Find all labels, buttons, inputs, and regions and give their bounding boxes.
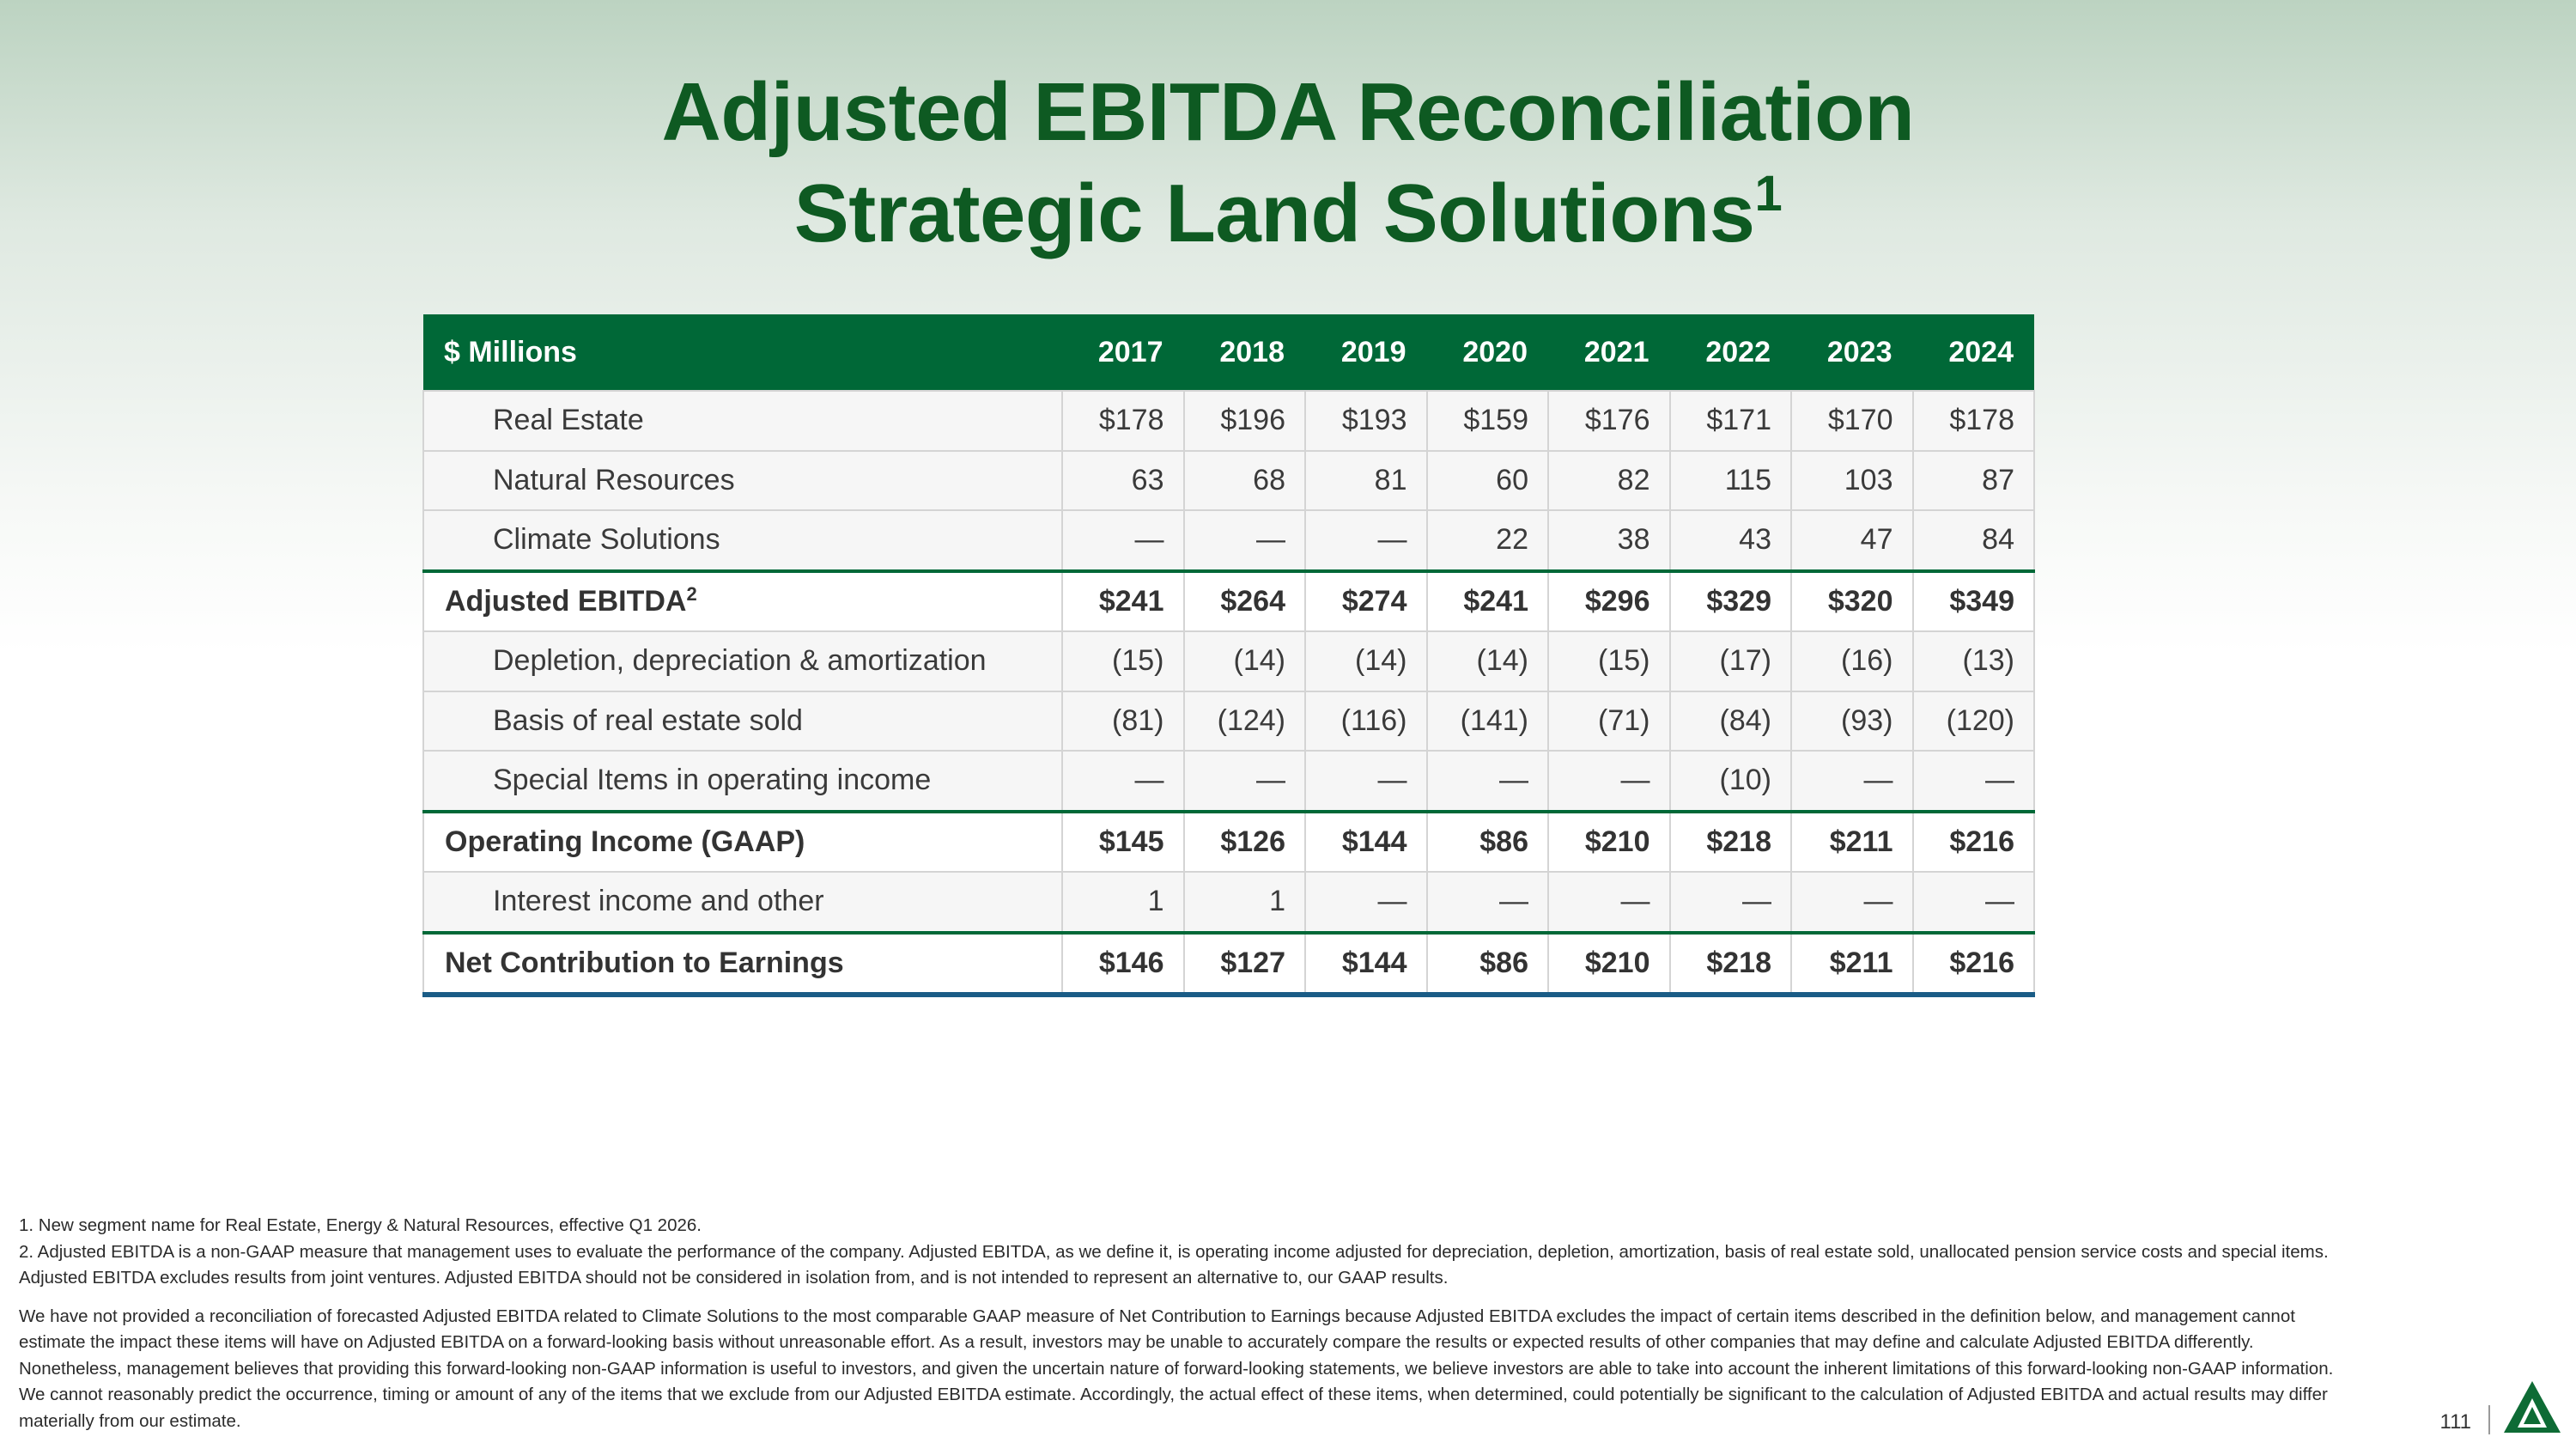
- header-year: 2017: [1062, 314, 1184, 391]
- table-cell: 68: [1184, 451, 1306, 511]
- table-cell: 1: [1062, 872, 1184, 933]
- reconciliation-table: [422, 314, 2035, 997]
- table-cell: —: [1427, 751, 1549, 812]
- table-cell: $329: [1670, 571, 1792, 632]
- header-year: 2020: [1427, 314, 1549, 391]
- row-label: Basis of real estate sold: [423, 691, 1062, 752]
- table-cell: 115: [1670, 451, 1792, 511]
- table-row-total: [423, 812, 2034, 873]
- table-cell: 103: [1791, 451, 1913, 511]
- table-cell: —: [1791, 751, 1913, 812]
- table-row: [423, 872, 2034, 933]
- table-cell: $218: [1670, 812, 1792, 873]
- title-line-2: [0, 163, 2576, 265]
- table-cell: $211: [1791, 933, 1913, 995]
- table-cell: $211: [1791, 812, 1913, 873]
- row-label: Depletion, depreciation & amortization: [423, 631, 1062, 691]
- table-cell: (15): [1062, 631, 1184, 691]
- table-cell: 1: [1184, 872, 1306, 933]
- table-cell: —: [1184, 510, 1306, 571]
- table-cell: —: [1305, 510, 1427, 571]
- row-label: Natural Resources: [423, 451, 1062, 511]
- table-cell: —: [1062, 751, 1184, 812]
- table-cell: $171: [1670, 391, 1792, 451]
- header-year: 2019: [1305, 314, 1427, 391]
- title-line-1: Adjusted EBITDA Reconciliation: [661, 66, 1915, 158]
- header-label: $ Millions: [423, 314, 1062, 391]
- header-year: 2023: [1791, 314, 1913, 391]
- table-row: [423, 510, 2034, 571]
- page-number: 111: [2439, 1410, 2471, 1434]
- page-title: [0, 62, 2576, 265]
- table-row-total: [423, 571, 2034, 632]
- table-cell: $241: [1062, 571, 1184, 632]
- table-cell: $296: [1548, 571, 1670, 632]
- table-cell: $144: [1305, 933, 1427, 995]
- table-cell: $145: [1062, 812, 1184, 873]
- table-cell: (17): [1670, 631, 1792, 691]
- table-cell: (120): [1913, 691, 2035, 752]
- table-cell: —: [1305, 751, 1427, 812]
- table-cell: (124): [1184, 691, 1306, 752]
- table-cell: $159: [1427, 391, 1549, 451]
- table-cell: $127: [1184, 933, 1306, 995]
- table-cell: $144: [1305, 812, 1427, 873]
- table-cell: —: [1548, 872, 1670, 933]
- row-label: Net Contribution to Earnings: [423, 933, 1062, 995]
- table-cell: —: [1670, 872, 1792, 933]
- footnote-ref: 2: [686, 582, 697, 605]
- table-cell: —: [1913, 872, 2035, 933]
- table-cell: $210: [1548, 933, 1670, 995]
- row-label: [423, 571, 1062, 632]
- tree-logo-icon: [2502, 1379, 2562, 1434]
- table-cell: $349: [1913, 571, 2035, 632]
- table-cell: $146: [1062, 933, 1184, 995]
- table-row: [423, 391, 2034, 451]
- table-cell: $176: [1548, 391, 1670, 451]
- table-cell: (14): [1427, 631, 1549, 691]
- row-label-text: Adjusted EBITDA: [445, 584, 687, 618]
- table-row: [423, 691, 2034, 752]
- table-cell: $178: [1062, 391, 1184, 451]
- table-cell: (81): [1062, 691, 1184, 752]
- table-cell: $170: [1791, 391, 1913, 451]
- table-cell: 81: [1305, 451, 1427, 511]
- title-footnote-ref: 1: [1754, 166, 1783, 222]
- table-cell: 22: [1427, 510, 1549, 571]
- row-label: Operating Income (GAAP): [423, 812, 1062, 873]
- table-cell: $320: [1791, 571, 1913, 632]
- table-cell: $86: [1427, 812, 1549, 873]
- table-cell: (116): [1305, 691, 1427, 752]
- table-cell: $241: [1427, 571, 1549, 632]
- table-cell: (14): [1305, 631, 1427, 691]
- table-cell: 60: [1427, 451, 1549, 511]
- table-cell: —: [1913, 751, 2035, 812]
- table-cell: (84): [1670, 691, 1792, 752]
- table-header-row: [423, 314, 2034, 391]
- table-cell: $216: [1913, 933, 2035, 995]
- table-cell: 87: [1913, 451, 2035, 511]
- table-cell: —: [1548, 751, 1670, 812]
- table-cell: (71): [1548, 691, 1670, 752]
- header-year: 2022: [1670, 314, 1792, 391]
- table-row-total: [423, 933, 2034, 995]
- header-year: 2021: [1548, 314, 1670, 391]
- table-cell: (10): [1670, 751, 1792, 812]
- table-cell: 63: [1062, 451, 1184, 511]
- table-cell: $274: [1305, 571, 1427, 632]
- table-cell: (16): [1791, 631, 1913, 691]
- footer-divider: [2488, 1405, 2490, 1434]
- row-label: Interest income and other: [423, 872, 1062, 933]
- table-cell: (141): [1427, 691, 1549, 752]
- table-cell: $216: [1913, 812, 2035, 873]
- table-cell: $193: [1305, 391, 1427, 451]
- table-row: [423, 751, 2034, 812]
- header-year: 2024: [1913, 314, 2035, 391]
- table-cell: $86: [1427, 933, 1549, 995]
- table-cell: $126: [1184, 812, 1306, 873]
- disclaimer: We have not provided a reconciliation of forecasted Adjusted EBITDA related to Climate Solutions to the most comparable GAAP measure of Net Contribution to Earnings because Adjusted EBITDA excludes the impact of certain items described in the definition below, and management cannot estimate the impact these items will have on Adjusted EBITDA on a forward-looking basis without unreasonable effort. As a result, investors may be unable to accurately compare the results or expected results of other companies that may define and calculate Adjusted EBITDA differently. Nonetheless, management believes that providing this forward-looking non-GAAP information is useful to investors, and given the uncertain nature of forward-looking statements, we believe investors are able to take into account the inherent limitations of this forward-looking non-GAAP information. We cannot reasonably predict the occurrence, timing or amount of any of the items that we exclude from our Adjusted EBITDA estimate. Accordingly, the actual effect of these items, when determined, could potentially be significant to the calculation of Adjusted EBITDA and actual results may differ materially from our estimate.: [19, 1306, 2334, 1431]
- reconciliation-table-container: [422, 314, 2033, 997]
- table-cell: —: [1184, 751, 1306, 812]
- table-cell: (13): [1913, 631, 2035, 691]
- footnote-2: 2. Adjusted EBITDA is a non-GAAP measure that management uses to evaluate the performance of the company. Adjusted EBITDA, as we define it, is operating income adjusted for depreciation, depletion, amortization, basis of real estate sold, unallocated pension service costs and special items. Adjusted EBITDA excludes results from joint ventures. Adjusted EBITDA should not be considered in isolation from, and is not intended to represent an alternative to, our GAAP results.: [19, 1241, 2329, 1288]
- row-label: Climate Solutions: [423, 510, 1062, 571]
- table-cell: $178: [1913, 391, 2035, 451]
- table-cell: 84: [1913, 510, 2035, 571]
- table-cell: (15): [1548, 631, 1670, 691]
- table-row: [423, 631, 2034, 691]
- table-cell: —: [1427, 872, 1549, 933]
- table-cell: 43: [1670, 510, 1792, 571]
- table-cell: $210: [1548, 812, 1670, 873]
- table-cell: —: [1305, 872, 1427, 933]
- row-label: Special Items in operating income: [423, 751, 1062, 812]
- table-cell: 82: [1548, 451, 1670, 511]
- table-cell: (93): [1791, 691, 1913, 752]
- table-cell: $196: [1184, 391, 1306, 451]
- row-label: Real Estate: [423, 391, 1062, 451]
- table-row: [423, 451, 2034, 511]
- header-year: 2018: [1184, 314, 1306, 391]
- title-line-2-text: Strategic Land Solutions: [793, 167, 1755, 259]
- table-cell: 47: [1791, 510, 1913, 571]
- table-cell: $264: [1184, 571, 1306, 632]
- table-cell: —: [1791, 872, 1913, 933]
- table-cell: (14): [1184, 631, 1306, 691]
- table-cell: 38: [1548, 510, 1670, 571]
- footnote-1: 1. New segment name for Real Estate, Energy & Natural Resources, effective Q1 2026.: [19, 1215, 702, 1235]
- table-cell: —: [1062, 510, 1184, 571]
- footnotes: [19, 1213, 2337, 1434]
- table-cell: $218: [1670, 933, 1792, 995]
